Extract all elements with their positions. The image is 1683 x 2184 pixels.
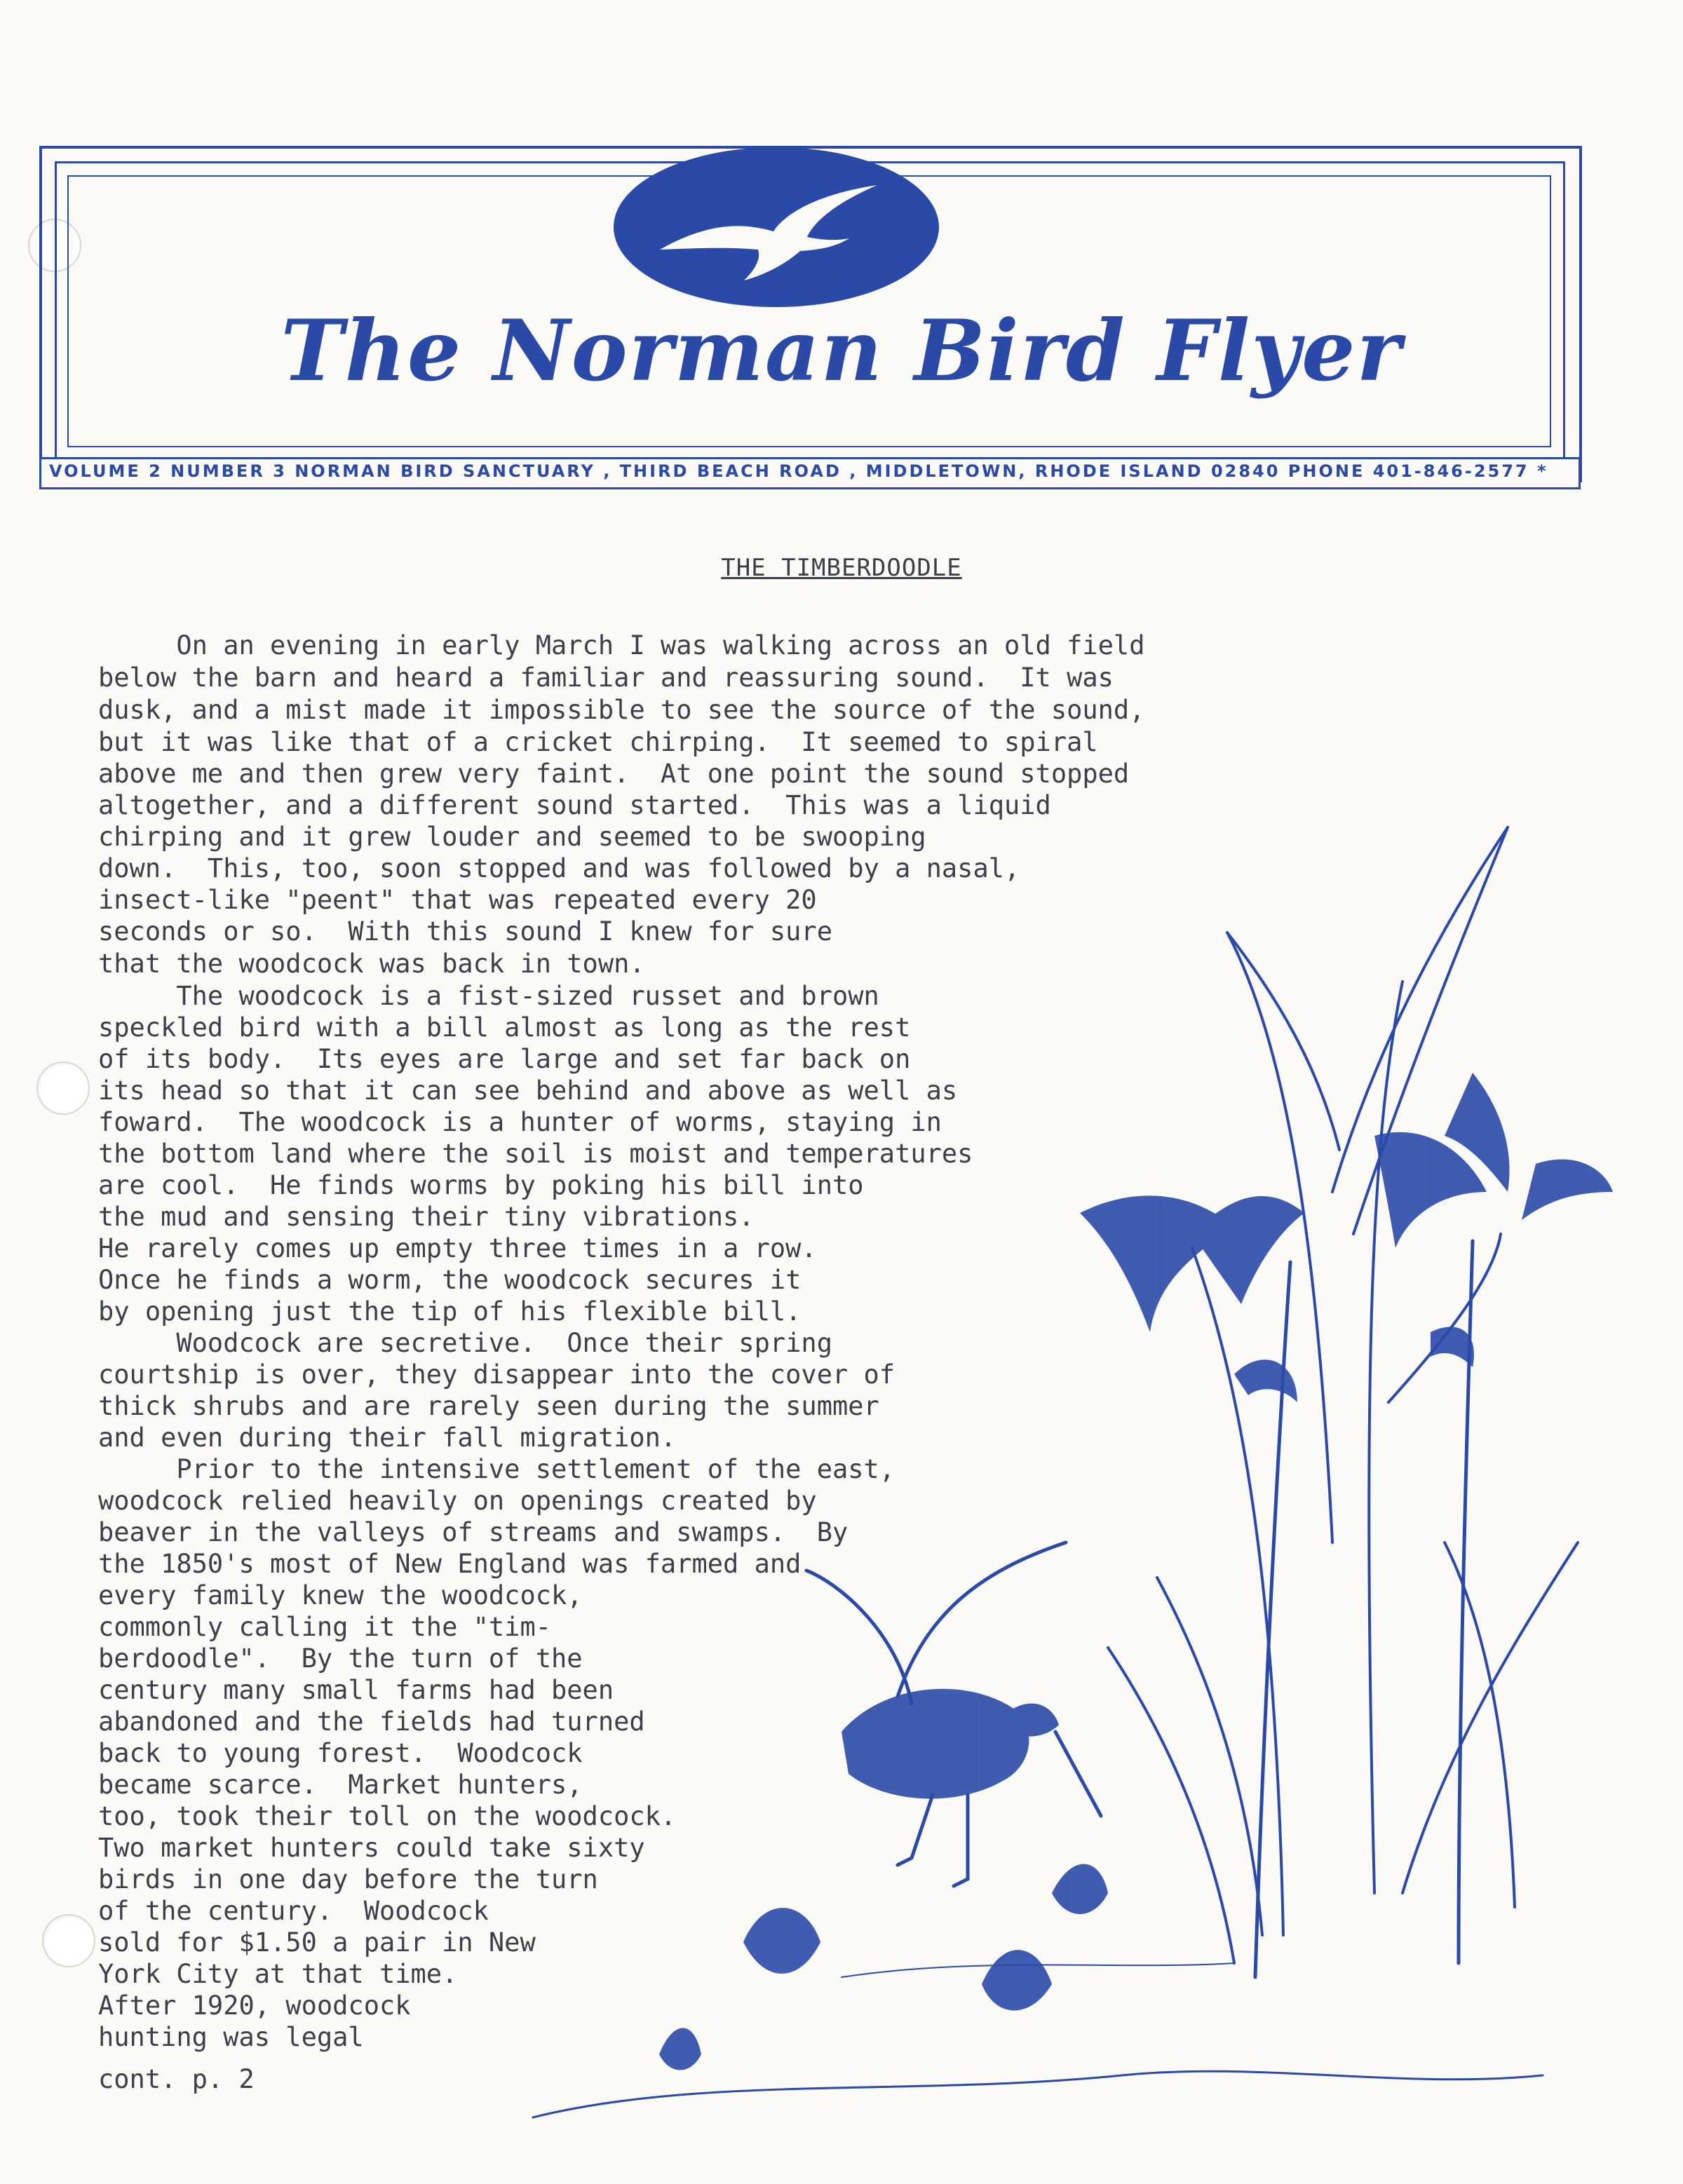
article-line: insect-like "peent" that was repeated every 20 <box>98 885 817 915</box>
article-line: the bottom land where the soil is moist and temperatures <box>98 1139 973 1169</box>
article-line: altogether, and a different sound started. This was a liquid <box>98 790 1051 820</box>
article-line: On an evening in early March I was walking across an old field <box>98 630 1145 660</box>
article-line: He rarely comes up empty three times in a row. <box>98 1233 817 1263</box>
article-line: commonly calling it the "tim- <box>98 1612 552 1642</box>
article-line: Woodcock are secretive. Once their spring <box>98 1328 832 1358</box>
article-line: by opening just the tip of his flexible bill. <box>98 1296 802 1327</box>
article-line: became scarce. Market hunters, <box>98 1770 583 1800</box>
article-line: its head so that it can see behind and above as well as <box>98 1076 958 1106</box>
article-line: After 1920, woodcock <box>98 1990 411 2021</box>
article-line: Two market hunters could take sixty <box>98 1833 645 1863</box>
article-line: dusk, and a mist made it impossible to see the source of the sound, <box>98 695 1145 725</box>
article-line: woodcock relied heavily on openings created by <box>98 1486 817 1516</box>
article-line: sold for $1.50 a pair in New <box>98 1927 536 1958</box>
article-title: THE TIMBERDOODLE <box>721 554 962 582</box>
article-line: seconds or so. With this sound I knew for sure <box>98 916 832 947</box>
continued-note: cont. p. 2 <box>98 2064 255 2094</box>
article-line: down. This, too, soon stopped and was followed by a nasal, <box>98 853 1020 883</box>
article-line: abandoned and the fields had turned <box>98 1707 645 1737</box>
article-line: berdoodle". By the turn of the <box>98 1643 583 1674</box>
article-line: century many small farms had been <box>98 1675 614 1705</box>
punch-hole-bottom <box>42 1914 95 1967</box>
article-line: but it was like that of a cricket chirping. It seemed to spiral <box>98 727 1098 757</box>
article-line: Once he finds a worm, the woodcock secures it <box>98 1265 802 1295</box>
article-line: above me and then grew very faint. At one point the sound stopped <box>98 759 1130 789</box>
article-line: and even during their fall migration. <box>98 1423 677 1453</box>
article-line: of its body. Its eyes are large and set far back on <box>98 1044 911 1074</box>
article-line: birds in one day before the turn <box>98 1864 598 1894</box>
article-line: thick shrubs and are rarely seen during the summer <box>98 1391 879 1421</box>
article-line: every family knew the woodcock, <box>98 1580 583 1610</box>
newsletter-title: The Norman Bird Flyer <box>280 301 1402 400</box>
article-line: below the barn and heard a familiar and reassuring sound. It was <box>98 663 1114 693</box>
article-line: of the century. Woodcock <box>98 1896 489 1926</box>
gull-logo-icon <box>611 144 942 310</box>
article-line: foward. The woodcock is a hunter of worms, staying in <box>98 1107 942 1137</box>
article-line: speckled bird with a bill almost as long as the rest <box>98 1012 911 1043</box>
article-line: York City at that time. <box>98 1959 458 1989</box>
article-line: The woodcock is a fist-sized russet and brown <box>98 981 879 1011</box>
article-line: Prior to the intensive settlement of the east, <box>98 1454 895 1484</box>
publication-info-line: VOLUME 2 NUMBER 3 NORMAN BIRD SANCTUARY , THIRD BEACH ROAD , MIDDLETOWN, RHODE ISLAND 02840 PHONE 401-846-2577 * <box>49 461 1548 481</box>
article-line: chirping and it grew louder and seemed to be swooping <box>98 822 926 852</box>
article-line: the mud and sensing their tiny vibrations. <box>98 1202 755 1232</box>
article-line: courtship is over, they disappear into the cover of <box>98 1359 895 1390</box>
article-line: are cool. He finds worms by poking his bill into <box>98 1170 864 1200</box>
punch-hole-middle <box>36 1062 90 1115</box>
article-line: the 1850's most of New England was farmed and <box>98 1549 802 1579</box>
article-line: that the woodcock was back in town. <box>98 949 645 979</box>
article-line: beaver in the valleys of streams and swamps. By <box>98 1517 849 1547</box>
article-line: too, took their toll on the woodcock. <box>98 1801 677 1831</box>
article-line: back to young forest. Woodcock <box>98 1738 583 1768</box>
article-line: hunting was legal <box>98 2022 364 2052</box>
